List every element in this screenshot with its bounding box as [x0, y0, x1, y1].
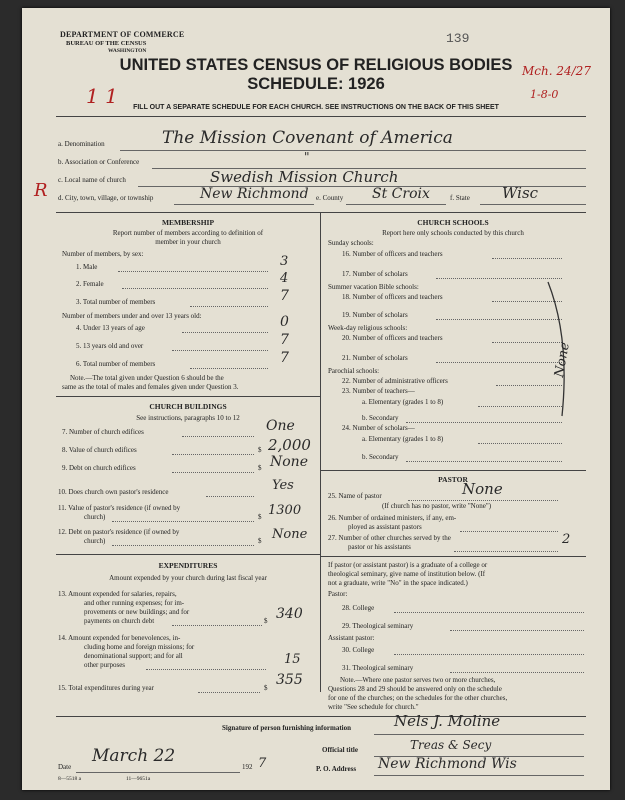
- q31-label: 31. Theological seminary: [342, 664, 414, 672]
- q4-dots: [182, 332, 268, 333]
- denomination-value[interactable]: The Mission Covenant of America: [162, 128, 453, 148]
- asst-sub-label: Assistant pastor:: [328, 634, 375, 642]
- q8-value[interactable]: 2,000: [268, 436, 311, 454]
- city-value[interactable]: New Richmond: [200, 186, 309, 202]
- association-label: b. Association or Conference: [58, 158, 140, 166]
- local-name-label: c. Local name of church: [58, 176, 126, 184]
- q6-value[interactable]: 7: [280, 350, 289, 366]
- q27-label-2: pastor or his assistants: [348, 543, 411, 551]
- divider: [56, 116, 586, 117]
- q3-label: 3. Total number of members: [76, 298, 156, 306]
- q13-label-3: provements or new buildings; and for: [84, 608, 190, 616]
- state-line: [480, 204, 586, 205]
- pastor-note-3: for one of the churches; on the schedules for the other churches,: [328, 694, 508, 702]
- q15-dots: [198, 692, 260, 693]
- q11-label-2: church): [84, 513, 106, 521]
- schedule-number: 139: [446, 31, 470, 46]
- q26-label-2: ployed as assistant pastors: [348, 523, 422, 531]
- q13-value[interactable]: 340: [276, 606, 303, 622]
- q27-value[interactable]: 2: [562, 532, 571, 547]
- q25-dots: [408, 500, 558, 501]
- q12-label-2: church): [84, 537, 106, 545]
- q6-label: 6. Total number of members: [76, 360, 156, 368]
- q7-dots: [182, 436, 254, 437]
- q27-label-1: 27. Number of other churches served by the: [328, 534, 451, 542]
- pastor-note-1: Note.—Where one pastor serves two or more churches,: [340, 676, 496, 684]
- q14-label-2: cluding home and foreign missions; for: [84, 643, 195, 651]
- bureau-name: BUREAU OF THE CENSUS: [66, 40, 147, 47]
- q24b-label: b. Secondary: [362, 453, 399, 461]
- parochial-label: Parochial schools:: [328, 367, 380, 375]
- pastor-note-4: write "See schedule for church.": [328, 703, 419, 711]
- q13-label-1: 13. Amount expended for salaries, repairs,: [58, 590, 177, 598]
- q23a-label: a. Elementary (grades 1 to 8): [362, 398, 444, 406]
- q6-dots: [190, 368, 268, 369]
- members-by-sex-label: Number of members, by sex:: [62, 250, 144, 258]
- red-mark-top: 1 1: [86, 84, 118, 108]
- year-prefix: 192: [242, 763, 253, 771]
- official-title-value[interactable]: Treas & Secy: [410, 738, 492, 752]
- q11-currency: $: [258, 513, 262, 521]
- form-subtitle: SCHEDULE: 1926: [247, 75, 385, 93]
- q9-value[interactable]: None: [270, 454, 308, 470]
- q31-dots: [450, 672, 584, 673]
- q5-dots: [172, 350, 268, 351]
- q29-label: 29. Theological seminary: [342, 622, 414, 630]
- association-value[interactable]: ": [304, 150, 310, 164]
- q14-label-4: other purposes: [84, 661, 126, 669]
- q25-label: 25. Name of pastor: [328, 492, 382, 500]
- q17-label: 17. Number of scholars: [342, 270, 408, 278]
- q19-label: 19. Number of scholars: [342, 311, 408, 319]
- form-instruction: FILL OUT A SEPARATE SCHEDULE FOR EACH CHURCH. SEE INSTRUCTIONS ON THE BACK OF THIS SHEET: [133, 104, 499, 111]
- q3-dots: [190, 306, 268, 307]
- q7-value[interactable]: One: [266, 418, 295, 434]
- denomination-label: a. Denomination: [58, 140, 105, 148]
- q8-label: 8. Value of church edifices: [62, 446, 137, 454]
- q14-value[interactable]: 15: [284, 652, 301, 667]
- q13-label-4: payments on church debt: [84, 617, 155, 625]
- q27-dots: [454, 551, 558, 552]
- q12-label-1: 12. Debt on pastor's residence (if owned by: [58, 528, 180, 536]
- form-code: 8—5518 a: [58, 776, 82, 782]
- age-intro-label: Number of members under and over 13 years old:: [62, 312, 202, 320]
- signature-label: Signature of person furnishing information: [222, 724, 351, 732]
- grad-instr-3: not a graduate, write "No" in the space indicated.): [328, 579, 468, 587]
- q7-label: 7. Number of church edifices: [62, 428, 144, 436]
- q18-label: 18. Number of officers and teachers: [342, 293, 443, 301]
- q24b-dots: [406, 461, 562, 462]
- department-name: DEPARTMENT OF COMMERCE: [60, 30, 185, 39]
- q24a-dots: [478, 443, 562, 444]
- q22-label: 22. Number of administrative officers: [342, 377, 448, 385]
- q14-label-3: denominational support; and for all: [84, 652, 183, 660]
- q10-value[interactable]: Yes: [272, 478, 294, 493]
- q12-dots: [112, 545, 254, 546]
- official-title-label: Official title: [322, 746, 358, 754]
- q25-note: (If church has no pastor, write "None"): [382, 502, 492, 510]
- q24a-label: a. Elementary (grades 1 to 8): [362, 435, 444, 443]
- membership-note-1: Note.—The total given under Question 6 should be the: [70, 374, 224, 382]
- summer-label: Summer vacation Bible schools:: [328, 283, 419, 291]
- q23b-dots: [406, 422, 562, 423]
- q26-dots: [460, 531, 558, 532]
- q25-value[interactable]: None: [462, 480, 503, 498]
- q4-value[interactable]: 0: [280, 314, 289, 330]
- q2-dots: [122, 288, 268, 289]
- schools-heading: CHURCH SCHOOLS: [417, 218, 489, 227]
- membership-note-2: same as the total of males and females given under Question 3.: [62, 383, 239, 391]
- q30-label: 30. College: [342, 646, 375, 654]
- q16-label: 16. Number of officers and teachers: [342, 250, 443, 258]
- buildings-heading: CHURCH BUILDINGS: [149, 402, 227, 411]
- q5-label: 5. 13 years old and over: [76, 342, 144, 350]
- po-address-value[interactable]: New Richmond Wis: [378, 756, 517, 772]
- state-label: f. State: [450, 194, 470, 202]
- date-value[interactable]: March 22: [92, 746, 176, 766]
- weekday-label: Week-day religious schools:: [328, 324, 408, 332]
- q13-currency: $: [264, 617, 268, 625]
- q13-label-2: and other running expenses; for im-: [84, 599, 185, 607]
- q24-label: 24. Number of scholars—: [342, 424, 415, 432]
- po-address-label: P. O. Address: [316, 765, 357, 773]
- q8-currency: $: [258, 446, 262, 454]
- section-top-rule: [56, 212, 586, 213]
- q28-label: 28. College: [342, 604, 375, 612]
- form-code-2: 11—9651a: [126, 776, 151, 782]
- q9-currency: $: [258, 464, 262, 472]
- expenditures-intro: Amount expended by your church during last fiscal year: [109, 574, 267, 582]
- q12-value[interactable]: None: [272, 527, 308, 542]
- q11-value[interactable]: 1300: [268, 503, 302, 518]
- city-name: WASHINGTON: [108, 48, 147, 54]
- column-divider: [320, 212, 321, 692]
- q28-dots: [394, 612, 584, 613]
- county-label: e. County: [316, 194, 344, 202]
- q2-label: 2. Female: [76, 280, 104, 288]
- q26-label-1: 26. Number of ordained ministers, if any, em-: [328, 514, 457, 522]
- buildings-intro: See instructions, paragraphs 10 to 12: [136, 414, 240, 422]
- year-value[interactable]: 7: [258, 756, 267, 771]
- q9-label: 9. Debt on church edifices: [62, 464, 136, 472]
- q14-dots: [146, 669, 266, 670]
- q20-label: 20. Number of officers and teachers: [342, 334, 443, 342]
- pastor-note-2: Questions 28 and 29 should be answered only on the schedule: [328, 685, 502, 693]
- q13-dots: [172, 625, 262, 626]
- membership-rule: [56, 396, 320, 397]
- county-line: [346, 204, 446, 205]
- q4-label: 4. Under 13 years of age: [76, 324, 145, 332]
- q15-label: 15. Total expenditures during year: [58, 684, 154, 692]
- city-line: [174, 204, 314, 205]
- city-label: d. City, town, village, or township: [58, 194, 154, 202]
- q15-value[interactable]: 355: [276, 672, 303, 688]
- expenditures-heading: EXPENDITURES: [158, 561, 218, 570]
- grad-instr-2: theological seminary, give name of institution below. (If: [328, 570, 486, 578]
- grad-instr-1: If pastor (or assistant pastor) is a graduate of a college or: [328, 561, 488, 569]
- schools-intro: Report here only schools conducted by this church: [382, 229, 524, 237]
- q9-dots: [172, 472, 254, 473]
- q11-label-1: 11. Value of pastor's residence (if owned by: [58, 504, 181, 512]
- sunday-label: Sunday schools:: [328, 239, 374, 247]
- state-value[interactable]: Wisc: [502, 184, 539, 202]
- membership-intro-2: member in your church: [155, 238, 221, 246]
- q15-currency: $: [264, 684, 268, 692]
- q10-label: 10. Does church own pastor's residence: [58, 488, 169, 496]
- q3-value[interactable]: 7: [280, 288, 289, 304]
- county-value[interactable]: St Croix: [372, 186, 430, 202]
- q12-currency: $: [258, 537, 262, 545]
- membership-intro-1: Report number of members according to definition of: [112, 229, 264, 237]
- buildings-rule: [56, 554, 320, 555]
- q23-label: 23. Number of teachers—: [342, 387, 415, 395]
- pastor-sub-label: Pastor:: [328, 590, 348, 598]
- q8-dots: [172, 454, 254, 455]
- q16-dots: [492, 258, 562, 259]
- q11-dots: [112, 521, 254, 522]
- denomination-line: [120, 150, 586, 151]
- q1-label: 1. Male: [76, 263, 98, 271]
- schools-answer[interactable]: None: [552, 341, 573, 379]
- form-title: UNITED STATES CENSUS OF RELIGIOUS BODIES: [119, 56, 513, 74]
- local-name-value[interactable]: Swedish Mission Church: [210, 168, 399, 186]
- pastor-heading: PASTOR: [438, 475, 468, 484]
- q30-dots: [394, 654, 584, 655]
- q5-value[interactable]: 7: [280, 332, 289, 348]
- red-date-note: Mch. 24/27: [522, 64, 591, 78]
- date-line: [76, 772, 240, 773]
- signature-line: [374, 734, 584, 735]
- q10-dots: [206, 496, 254, 497]
- q14-label-1: 14. Amount expended for benevolences, in-: [58, 634, 181, 642]
- q1-value[interactable]: 3: [280, 254, 289, 269]
- po-address-line: [374, 775, 584, 776]
- schools-rule: [320, 470, 586, 471]
- pastor-rule: [320, 556, 586, 557]
- membership-heading: MEMBERSHIP: [161, 218, 215, 227]
- census-form: [22, 8, 610, 790]
- date-label: Date: [58, 763, 72, 771]
- q1-dots: [118, 271, 268, 272]
- q29-dots: [450, 630, 584, 631]
- signature-value[interactable]: Nels J. Moline: [394, 712, 501, 730]
- red-code-note: 1-8-0: [530, 88, 559, 101]
- q2-value[interactable]: 4: [280, 271, 289, 286]
- q23b-label: b. Secondary: [362, 414, 399, 422]
- signature-top-rule: [56, 716, 586, 717]
- q21-label: 21. Number of scholars: [342, 354, 408, 362]
- red-margin-mark: R: [34, 180, 48, 201]
